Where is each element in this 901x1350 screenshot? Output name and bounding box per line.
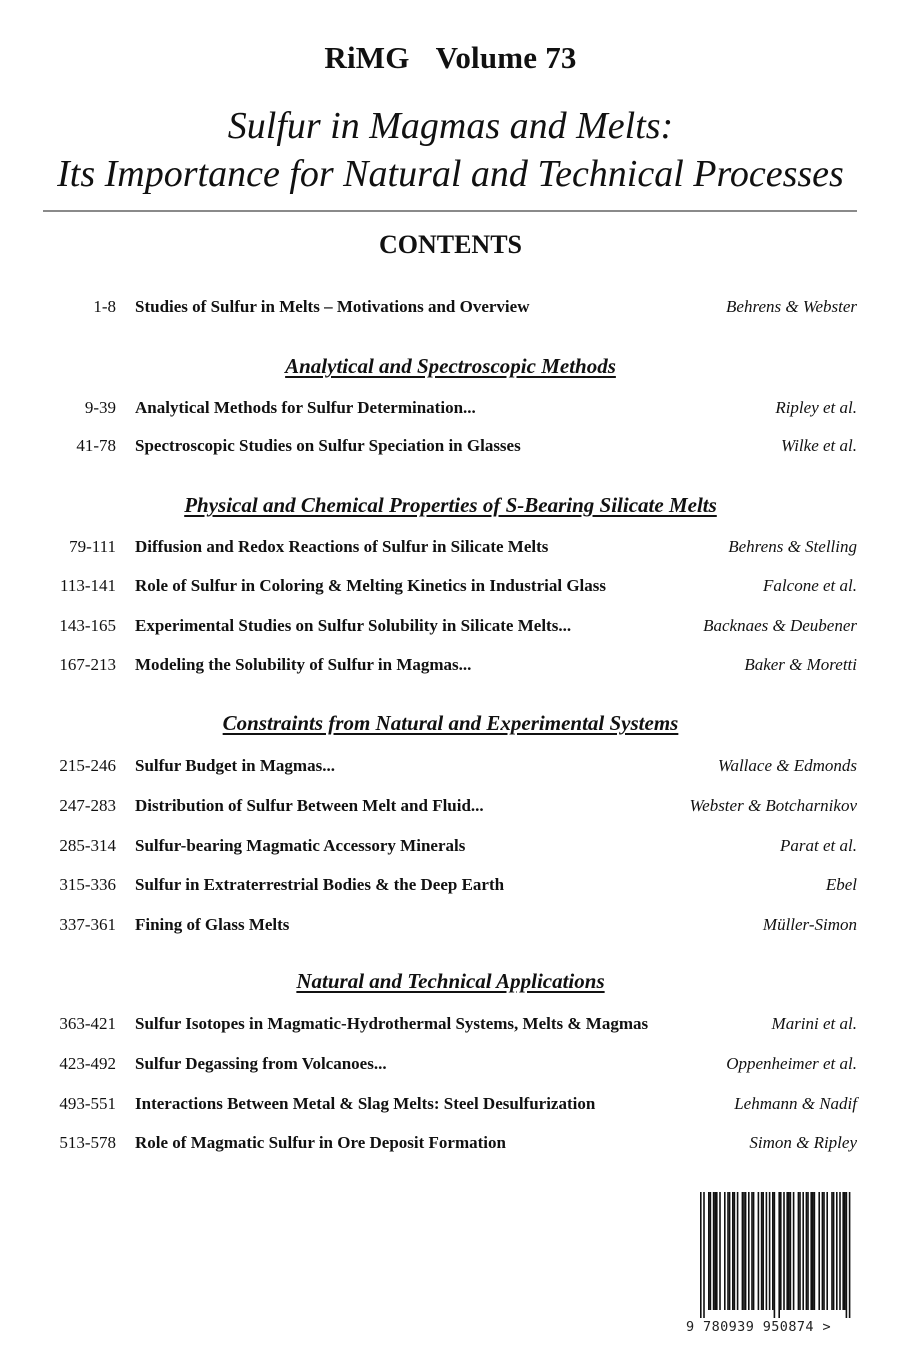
toc-pages: 41-78 xyxy=(76,436,116,455)
toc-entry xyxy=(0,436,901,460)
barcode-bar xyxy=(769,1192,771,1310)
barcode-bar xyxy=(833,1192,835,1310)
barcode-bar xyxy=(732,1192,734,1310)
toc-title: Sulfur Degassing from Volcanoes... xyxy=(135,1054,387,1073)
section-heading-properties: Physical and Chemical Properties of S-Bearing Silicate Melts xyxy=(184,493,717,517)
toc-title: Diffusion and Redox Reactions of Sulfur in Silicate Melts xyxy=(135,537,549,556)
toc-entry xyxy=(0,537,901,561)
contents-heading: CONTENTS xyxy=(378,230,523,259)
toc-title: Modeling the Solubility of Sulfur in Magmas... xyxy=(135,655,472,674)
barcode-bar xyxy=(742,1192,744,1310)
toc-title: Experimental Studies on Sulfur Solubility in Silicate Melts... xyxy=(135,616,572,635)
toc-title: Spectroscopic Studies on Sulfur Speciation in Glasses xyxy=(135,436,521,455)
toc-pages: 167-213 xyxy=(59,655,116,674)
barcode-bar xyxy=(802,1192,804,1310)
toc-title: Role of Sulfur in Coloring & Melting Kinetics in Industrial Glass xyxy=(135,576,607,595)
toc-authors: Backnaes & Deubener xyxy=(703,616,857,635)
barcode-bar xyxy=(807,1192,809,1310)
toc-entry xyxy=(0,756,901,780)
barcode-bar xyxy=(774,1192,776,1318)
toc-entry xyxy=(0,616,901,640)
toc-pages: 315-336 xyxy=(59,875,116,894)
barcode-bar xyxy=(810,1192,812,1310)
barcode-bar xyxy=(799,1192,801,1310)
toc-title: Role of Magmatic Sulfur in Ore Deposit Formation xyxy=(135,1133,506,1152)
divider-rule xyxy=(43,210,857,212)
barcode-bar xyxy=(719,1192,721,1310)
toc-entry xyxy=(0,398,901,422)
toc-pages: 423-492 xyxy=(59,1054,116,1073)
toc-authors: Marini et al. xyxy=(771,1014,857,1033)
toc-title: Distribution of Sulfur Between Melt and Fluid... xyxy=(135,796,484,815)
barcode-bar xyxy=(703,1192,705,1318)
toc-authors: Behrens & Webster xyxy=(726,297,857,316)
toc-authors: Oppenheimer et al. xyxy=(726,1054,857,1073)
toc-title: Sulfur Isotopes in Magmatic-Hydrothermal Systems, Melts & Magmas xyxy=(135,1014,649,1033)
barcode-bar xyxy=(783,1192,785,1310)
toc-entry xyxy=(0,1014,901,1038)
volume-label: Volume 73 xyxy=(435,40,577,75)
toc-pages: 513-578 xyxy=(59,1133,116,1152)
barcode-bar xyxy=(713,1192,715,1310)
barcode-bar xyxy=(743,1192,745,1310)
toc-authors: Ebel xyxy=(825,875,857,894)
toc-entry xyxy=(0,836,901,860)
barcode-bar xyxy=(844,1192,846,1310)
toc-title: Sulfur Budget in Magmas... xyxy=(135,756,335,775)
barcode-bar xyxy=(710,1192,712,1310)
barcode-bar xyxy=(758,1192,760,1310)
toc-entry xyxy=(0,1133,901,1157)
series-volume-heading xyxy=(0,40,901,76)
toc-pages: 9-39 xyxy=(84,398,116,417)
toc-authors: Behrens & Stelling xyxy=(728,537,857,556)
toc-title: Interactions Between Metal & Slag Melts: Steel Desulfurization xyxy=(135,1094,596,1113)
book-title-line-1: Sulfur in Magmas and Melts: xyxy=(227,105,674,147)
toc-title: Studies of Sulfur in Melts – Motivations and Overview xyxy=(135,297,530,316)
toc-entry xyxy=(0,796,901,820)
toc-title: Fining of Glass Melts xyxy=(135,915,290,934)
book-title-line-2: Its Importance for Natural and Technical Processes xyxy=(57,153,844,195)
barcode-bar xyxy=(849,1192,851,1318)
barcode-bar xyxy=(766,1192,768,1310)
barcode-bar xyxy=(793,1192,795,1310)
toc-title: Sulfur-bearing Magmatic Accessory Minerals xyxy=(135,836,466,855)
barcode-bar xyxy=(831,1192,833,1310)
barcode-bar xyxy=(778,1192,780,1318)
barcode-bar xyxy=(818,1192,820,1310)
toc-authors: Simon & Ripley xyxy=(749,1133,857,1152)
toc-authors: Müller-Simon xyxy=(762,915,857,934)
toc-entry xyxy=(0,576,901,600)
barcode-bar xyxy=(700,1192,702,1318)
toc-pages: 215-246 xyxy=(59,756,116,775)
barcode-bar xyxy=(716,1192,718,1310)
toc-pages: 247-283 xyxy=(59,796,116,815)
barcode-bar xyxy=(846,1192,848,1318)
toc-authors: Lehmann & Nadif xyxy=(734,1094,857,1113)
toc-pages: 1-8 xyxy=(93,297,116,316)
toc-pages: 337-361 xyxy=(59,915,116,934)
isbn-digits: 9 780939 950874 > xyxy=(686,1319,831,1335)
toc-authors: Baker & Moretti xyxy=(744,655,857,674)
section-heading-constraints: Constraints from Natural and Experimental Systems xyxy=(222,711,679,735)
barcode-bar xyxy=(748,1192,750,1310)
toc-pages: 79-111 xyxy=(69,537,116,556)
barcode-bar xyxy=(780,1192,782,1310)
toc-authors: Wallace & Edmonds xyxy=(717,756,857,775)
toc-authors: Falcone et al. xyxy=(763,576,857,595)
toc-authors: Webster & Botcharnikov xyxy=(689,796,857,815)
barcode-bar xyxy=(708,1192,710,1310)
barcode-bar xyxy=(823,1192,825,1310)
section-heading-analytical: Analytical and Spectroscopic Methods xyxy=(285,354,616,378)
toc-pages: 143-165 xyxy=(59,616,116,635)
barcode-bar xyxy=(714,1192,716,1310)
toc-authors: Ripley et al. xyxy=(775,398,857,417)
barcode-bar xyxy=(724,1192,726,1310)
barcode-bars xyxy=(686,1192,858,1318)
barcode-bar xyxy=(734,1192,736,1310)
barcode-bar xyxy=(788,1192,790,1310)
toc-pages: 493-551 xyxy=(59,1094,116,1113)
section-heading-applications: Natural and Technical Applications xyxy=(296,969,605,993)
barcode-bar xyxy=(786,1192,788,1310)
toc-title: Analytical Methods for Sulfur Determination... xyxy=(135,398,476,417)
toc-entry xyxy=(0,1054,901,1078)
barcode-bar xyxy=(806,1192,808,1310)
toc-entry xyxy=(0,655,901,679)
barcode-bar xyxy=(772,1192,774,1310)
barcode-bar xyxy=(737,1192,739,1310)
barcode-bar xyxy=(826,1192,828,1310)
barcode-bar xyxy=(762,1192,764,1310)
barcode-bar xyxy=(729,1192,731,1310)
barcode-bar xyxy=(822,1192,824,1310)
toc-entry xyxy=(0,297,901,321)
toc-entry xyxy=(0,1094,901,1118)
toc-entry xyxy=(0,915,901,939)
toc-authors: Wilke et al. xyxy=(780,436,857,455)
barcode-bar xyxy=(751,1192,753,1310)
toc-pages: 285-314 xyxy=(59,836,116,855)
barcode-bar xyxy=(839,1192,841,1310)
toc-title: Sulfur in Extraterrestrial Bodies & the Deep Earth xyxy=(135,875,505,894)
barcode-bar xyxy=(790,1192,792,1310)
barcode-bar xyxy=(836,1192,838,1310)
barcode-bar xyxy=(761,1192,763,1310)
book-title xyxy=(0,102,901,198)
toc-pages: 113-141 xyxy=(59,576,116,595)
barcode-bar xyxy=(842,1192,844,1310)
toc-pages: 363-421 xyxy=(59,1014,116,1033)
barcode-bar xyxy=(814,1192,816,1310)
barcode-bar xyxy=(812,1192,814,1310)
toc-authors: Parat et al. xyxy=(780,836,857,855)
series-name: RiMG xyxy=(324,40,410,75)
toc-entry xyxy=(0,875,901,899)
barcode-bar xyxy=(745,1192,747,1310)
barcode-bar xyxy=(798,1192,800,1310)
barcode-bar xyxy=(727,1192,729,1310)
barcode-bar xyxy=(753,1192,755,1310)
